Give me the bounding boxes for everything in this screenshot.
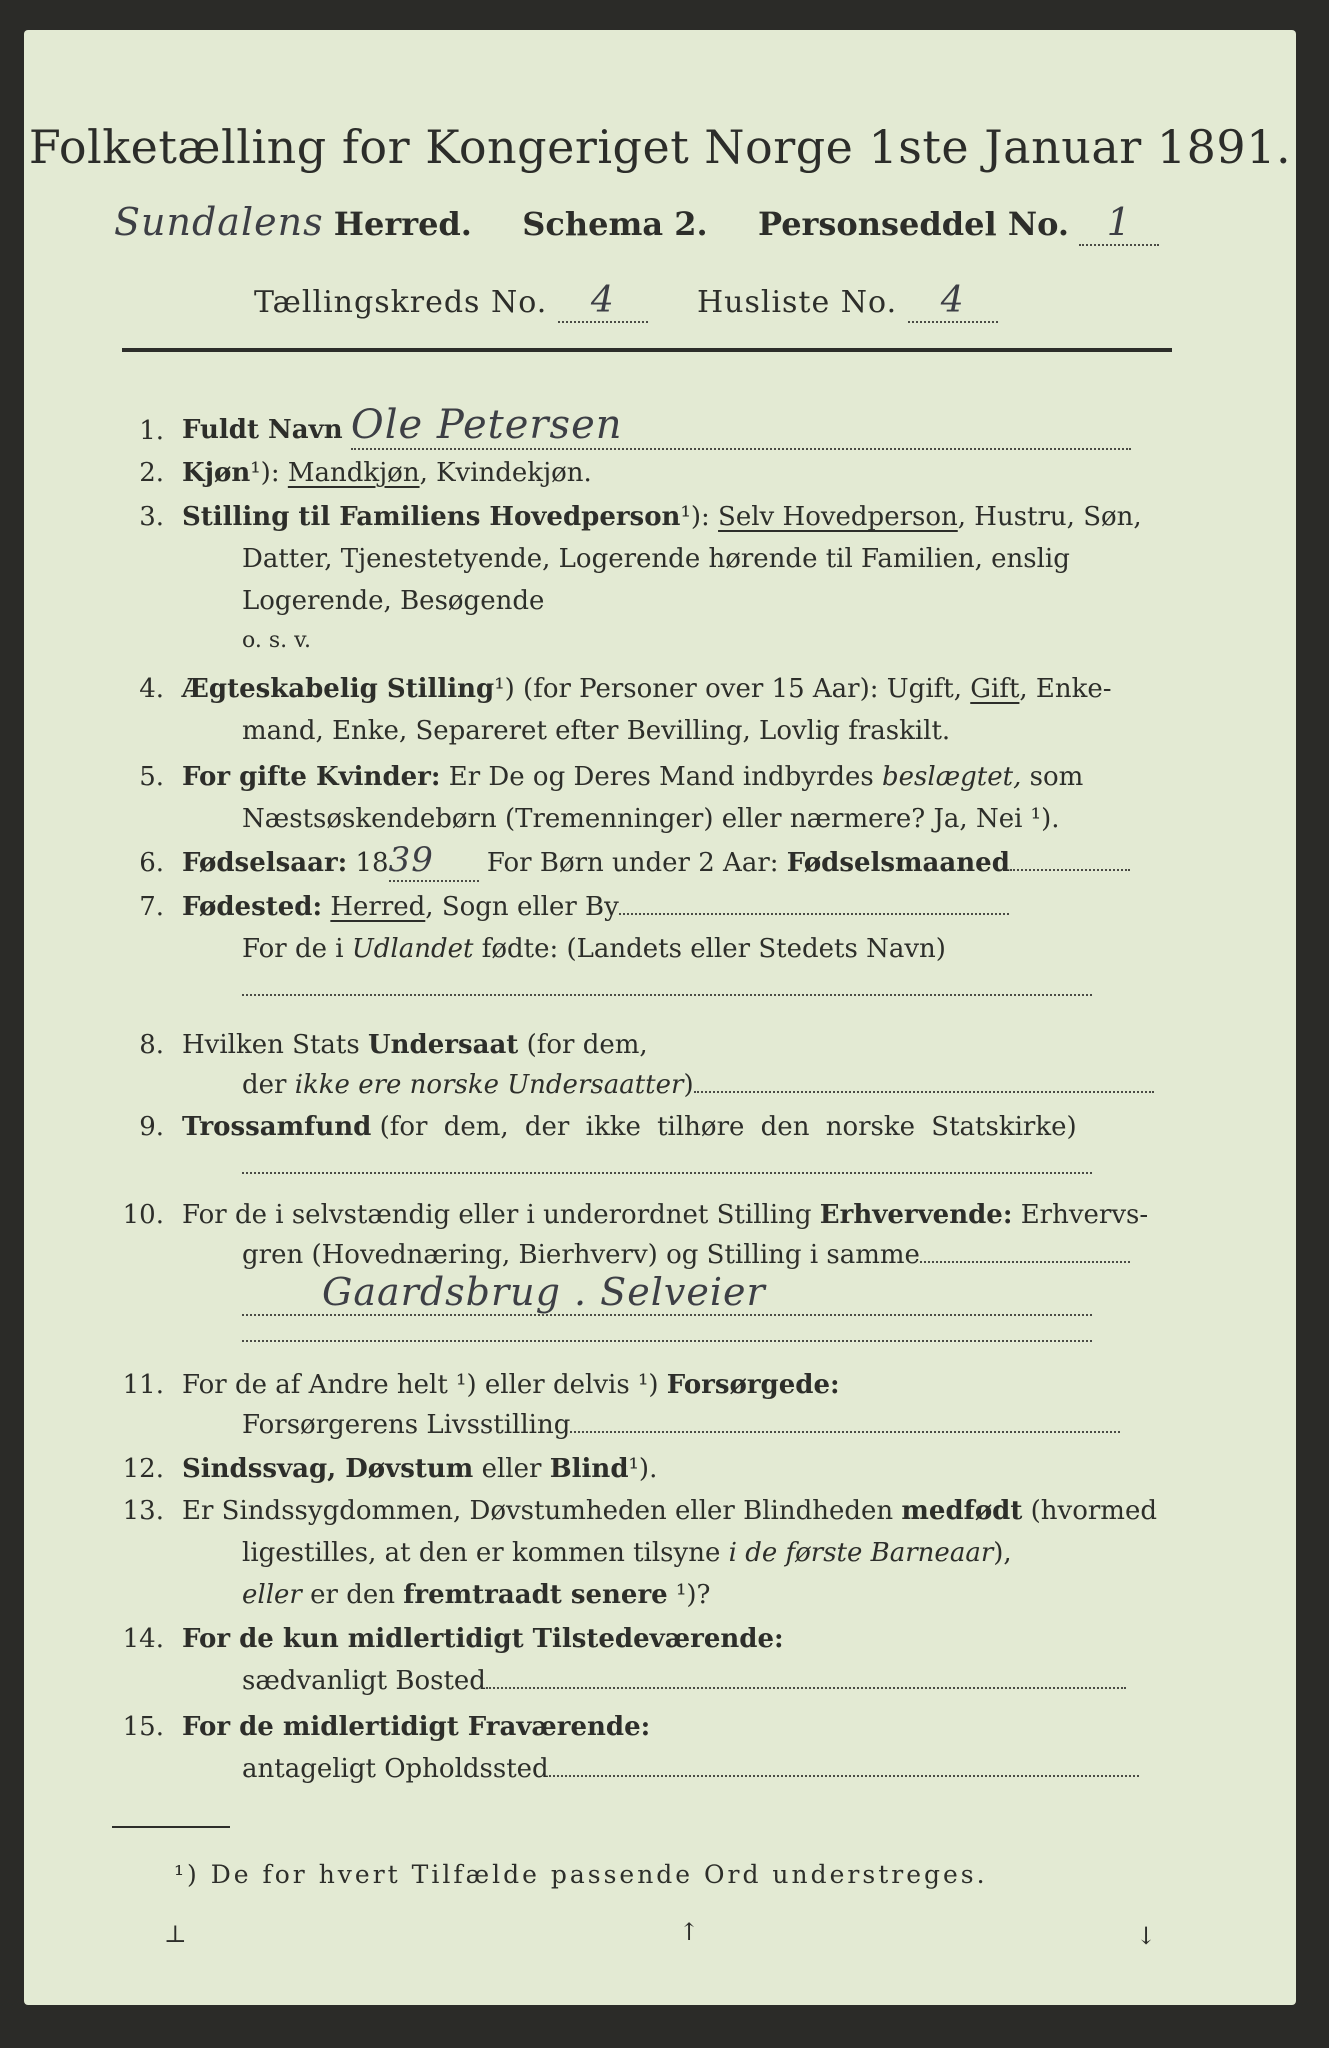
footnote: ¹) De for hvert Tilfælde passende Ord understreges. bbox=[174, 1860, 988, 1889]
household-options-etc: o. s. v. bbox=[242, 628, 311, 653]
schema-label: Schema 2. bbox=[522, 205, 708, 243]
herred-label: Herred. bbox=[333, 205, 472, 243]
household-options-line2: Datter, Tjenestetyende, Logerende hørende til Familien, enslig bbox=[242, 544, 1070, 574]
field-temporary-absent: For de midlertidigt Fraværende: bbox=[182, 1712, 651, 1742]
birthplace-abroad-rest: fødte: (Landets eller Stedets Navn) bbox=[481, 934, 946, 964]
citizenship-label: Undersaat bbox=[367, 1030, 519, 1060]
field-number: 3. bbox=[139, 502, 164, 532]
field-number: 11. bbox=[122, 1370, 164, 1400]
footnote-ref: ¹)? bbox=[675, 1580, 711, 1610]
dependents-line2 bbox=[242, 1410, 1120, 1440]
registration-mark-icon: ↓ bbox=[1136, 1922, 1157, 1950]
citizenship-line2-close: ) bbox=[683, 1070, 694, 1100]
footnote-ref: ¹). bbox=[628, 1454, 658, 1484]
birth-year-label: Fødselsaar: bbox=[182, 848, 348, 878]
citizenship-line2 bbox=[242, 1070, 1154, 1100]
married-women-rest: som bbox=[1029, 762, 1084, 792]
citizenship-value bbox=[694, 1091, 1154, 1093]
occupation-value-line bbox=[242, 1270, 1092, 1316]
probable-location-value bbox=[549, 1775, 1139, 1777]
field-birth-year bbox=[182, 840, 1130, 882]
occupation-value: Gaardsbrug . Selveier bbox=[242, 1270, 1092, 1316]
full-name-label: Fuldt Navn bbox=[182, 415, 343, 445]
congenital-line2-text: ligestilles, at den er kommen tilsyne bbox=[242, 1538, 721, 1568]
occupation-extra-line bbox=[242, 1340, 1092, 1342]
occupation-line2-text: gren (Hovednæring, Bierhverv) og Stilling i samme bbox=[242, 1240, 920, 1270]
congenital-label: medfødt bbox=[901, 1496, 1023, 1526]
disability-label2: Blind bbox=[549, 1454, 629, 1484]
census-form-sheet bbox=[24, 30, 1296, 2005]
marital-status-label: Ægteskabelig Stilling bbox=[182, 674, 495, 704]
household-options: , Hustru, Søn, bbox=[957, 502, 1142, 532]
field-full-name bbox=[182, 402, 1131, 450]
birth-year-prefix: 18 bbox=[355, 848, 389, 878]
field-number: 9. bbox=[139, 1112, 164, 1142]
occupation-text: For de i selvstændig eller i underordnet Stilling bbox=[182, 1200, 812, 1230]
field-sex bbox=[182, 458, 592, 488]
birthplace-abroad-italic: Udlandet bbox=[351, 934, 474, 964]
married-women-label: For gifte Kvinder: bbox=[182, 762, 441, 792]
form-header-line bbox=[114, 200, 1159, 246]
marital-options: , Enke- bbox=[1019, 674, 1112, 704]
congenital-rest: (hvormed bbox=[1030, 1496, 1157, 1526]
congenital-line3-text: er den bbox=[310, 1580, 395, 1610]
birthplace-abroad-value bbox=[242, 994, 1092, 996]
footnote-ref: ¹): bbox=[680, 502, 710, 532]
husliste-number: 4 bbox=[908, 280, 998, 323]
household-selected-option: Selv Hovedperson bbox=[718, 502, 958, 532]
congenital-line3-italic: eller bbox=[242, 1580, 302, 1610]
household-position-label: Stilling til Familiens Hovedperson bbox=[182, 502, 681, 532]
field-number: 1. bbox=[139, 416, 164, 446]
field-number: 13. bbox=[122, 1496, 164, 1526]
disability-label: Sindssvag, Døvstum bbox=[182, 1454, 474, 1484]
field-married-women bbox=[182, 762, 1083, 792]
field-disability bbox=[182, 1454, 657, 1484]
congenital-line2-italic: i de første Barneaar bbox=[728, 1538, 994, 1568]
birthplace-abroad-text: For de i bbox=[242, 934, 344, 964]
occupation-line2-dots bbox=[920, 1261, 1130, 1263]
temporary-present-line2 bbox=[242, 1666, 1126, 1696]
footnote-ref: ¹): bbox=[250, 458, 280, 488]
field-number: 6. bbox=[139, 848, 164, 878]
citizenship-line2-text: der bbox=[242, 1070, 287, 1100]
field-number: 2. bbox=[139, 458, 164, 488]
temporary-absent-line2 bbox=[242, 1754, 1139, 1784]
husliste-label: Husliste No. bbox=[696, 285, 898, 320]
usual-residence-label: sædvanligt Bosted bbox=[242, 1666, 486, 1696]
registration-mark-icon: ↑ bbox=[679, 1918, 700, 1946]
occupation-label: Erhvervende: bbox=[819, 1200, 1013, 1230]
citizenship-text: Hvilken Stats bbox=[182, 1030, 360, 1060]
marital-selected-option: Gift bbox=[970, 674, 1020, 704]
birthplace-options: , Sogn eller By bbox=[425, 892, 619, 922]
birth-month-label: Fødselsmaaned bbox=[786, 848, 1010, 878]
birthplace-value bbox=[619, 913, 1009, 915]
birth-year-value: 39 bbox=[389, 840, 479, 882]
citizenship-line2-italic: ikke ere norske Undersaatter bbox=[294, 1070, 684, 1100]
personseddel-label: Personseddel No. bbox=[757, 205, 1069, 243]
personseddel-number: 1 bbox=[1079, 200, 1159, 246]
occupation-line2 bbox=[242, 1240, 1130, 1270]
occupation-rest: Erhvervs- bbox=[1020, 1200, 1149, 1230]
full-name-value: Ole Petersen bbox=[351, 402, 1131, 450]
field-number: 8. bbox=[139, 1030, 164, 1060]
registration-mark-icon: ⊥ bbox=[164, 1920, 187, 1948]
field-number: 15. bbox=[122, 1712, 164, 1742]
marital-status-text: (for Personer over 15 Aar): Ugift, bbox=[523, 674, 962, 704]
probable-location-label: antageligt Opholdssted bbox=[242, 1754, 549, 1784]
field-marital-status bbox=[182, 674, 1112, 704]
sex-label: Kjøn bbox=[182, 458, 251, 488]
field-number: 10. bbox=[122, 1200, 164, 1230]
religion-value bbox=[242, 1172, 1092, 1174]
field-dependents bbox=[182, 1370, 840, 1400]
form-title: Folketælling for Kongeriget Norge 1ste Januar 1891. bbox=[28, 120, 1292, 174]
birthplace-selected-option: Herred bbox=[330, 892, 426, 922]
field-number: 14. bbox=[122, 1624, 164, 1654]
footnote-separator bbox=[112, 1826, 230, 1828]
kreds-line bbox=[254, 280, 998, 323]
birth-month-value bbox=[1010, 869, 1130, 871]
dependents-text: For de af Andre helt ¹) eller delvis ¹) bbox=[182, 1370, 659, 1400]
footnote-ref: ¹) bbox=[494, 674, 515, 704]
congenital-line2-close: ), bbox=[993, 1538, 1012, 1568]
disability-mid: eller bbox=[481, 1454, 542, 1484]
herred-name: Sundalens bbox=[114, 200, 324, 244]
sex-other-option: , Kvindekjøn. bbox=[419, 458, 592, 488]
usual-residence-value bbox=[486, 1687, 1126, 1689]
religion-label: Trossamfund bbox=[182, 1112, 372, 1142]
field-number: 12. bbox=[122, 1454, 164, 1484]
congenital-line2 bbox=[242, 1538, 1012, 1568]
field-birthplace bbox=[182, 892, 1009, 922]
dependents-label: Forsørgede: bbox=[666, 1370, 840, 1400]
field-citizenship bbox=[182, 1030, 648, 1060]
field-number: 7. bbox=[139, 892, 164, 922]
congenital-text: Er Sindssygdommen, Døvstumheden eller Blindheden bbox=[182, 1496, 894, 1526]
field-temporary-present: For de kun midlertidigt Tilstedeværende: bbox=[182, 1624, 784, 1654]
sex-selected-option: Mandkjøn bbox=[287, 458, 420, 488]
kreds-label: Tællingskreds No. bbox=[254, 285, 548, 320]
provider-occupation-value bbox=[570, 1431, 1120, 1433]
citizenship-rest: (for dem, bbox=[526, 1030, 648, 1060]
congenital-line3 bbox=[242, 1580, 710, 1610]
field-household-position bbox=[182, 502, 1142, 532]
field-congenital bbox=[182, 1496, 1157, 1526]
married-women-line2: Næstsøskendebørn (Tremenninger) eller nærmere? Ja, Nei ¹). bbox=[242, 804, 1060, 834]
household-options-line3: Logerende, Besøgende bbox=[242, 586, 545, 616]
congenital-line3-bold: fremtraadt senere bbox=[403, 1580, 668, 1610]
married-women-italic: beslægtet, bbox=[882, 762, 1022, 792]
kreds-number: 4 bbox=[558, 280, 648, 323]
religion-text: (for dem, der ikke tilhøre den norske Statskirke) bbox=[379, 1112, 1077, 1142]
field-religion bbox=[182, 1112, 1077, 1142]
provider-occupation-label: Forsørgerens Livsstilling bbox=[242, 1410, 571, 1440]
birth-month-text: For Børn under 2 Aar: bbox=[486, 848, 779, 878]
field-number: 5. bbox=[139, 762, 164, 792]
birthplace-abroad-line bbox=[242, 934, 946, 964]
field-occupation bbox=[182, 1200, 1148, 1230]
header-divider bbox=[122, 348, 1172, 352]
married-women-text: Er De og Deres Mand indbyrdes bbox=[448, 762, 874, 792]
field-number: 4. bbox=[139, 674, 164, 704]
marital-options-line2: mand, Enke, Separeret efter Bevilling, Lovlig fraskilt. bbox=[242, 716, 951, 746]
birthplace-label: Fødested: bbox=[182, 892, 323, 922]
